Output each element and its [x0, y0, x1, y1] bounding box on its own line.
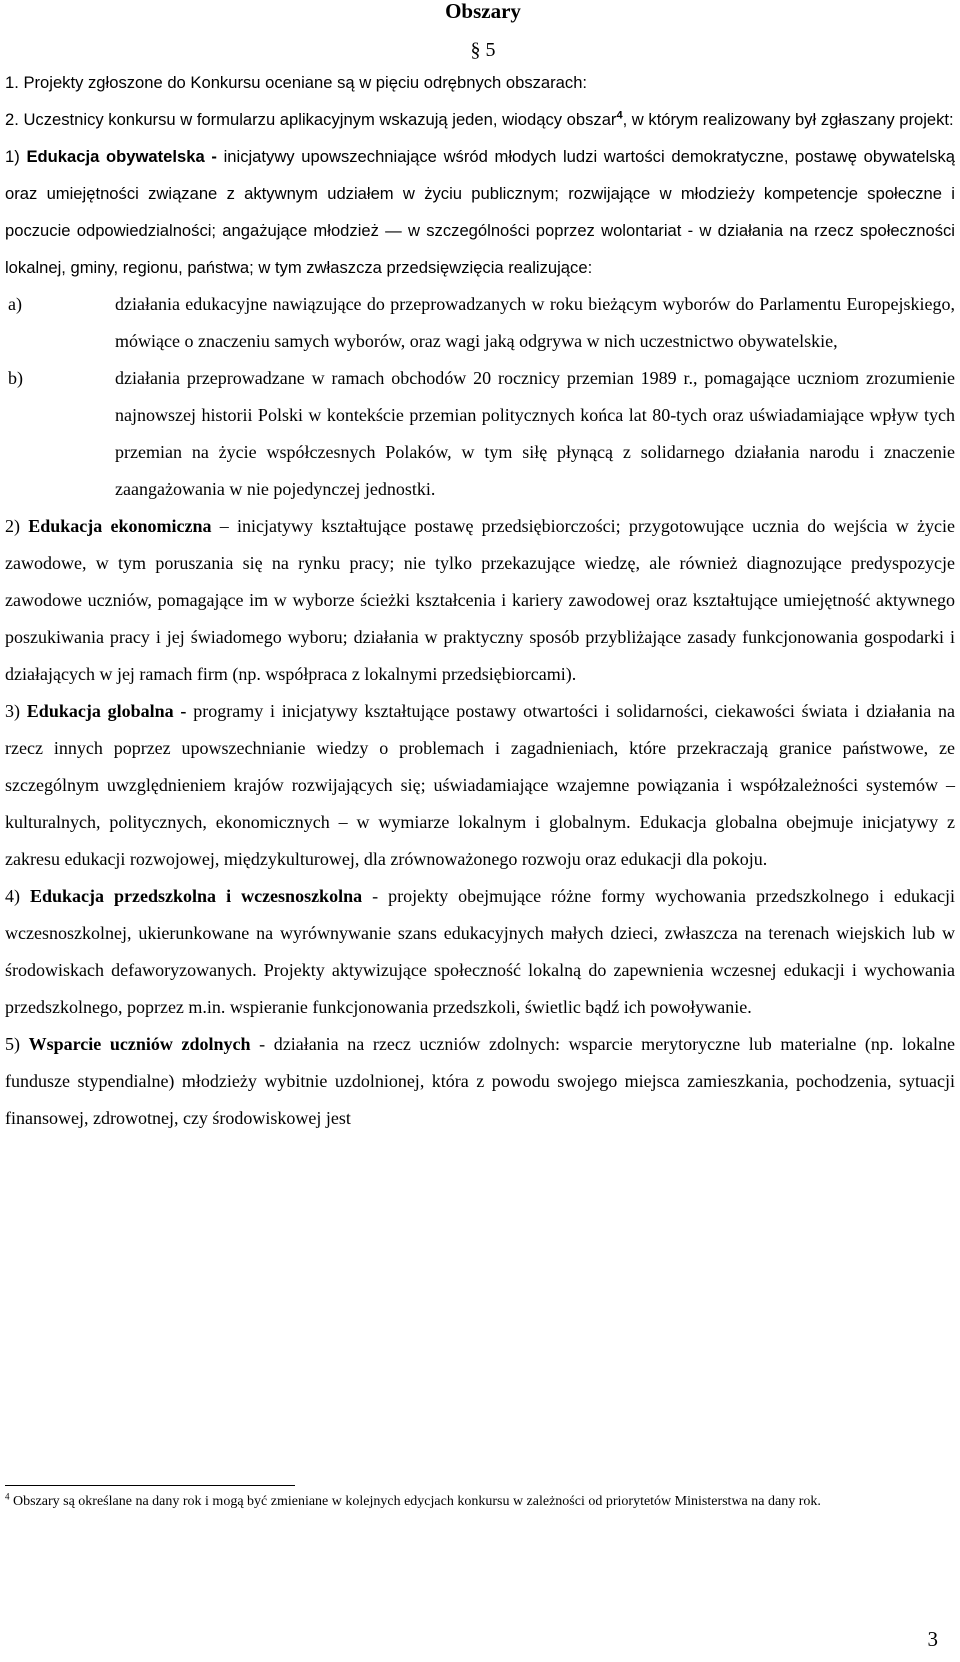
item-a-text: działania edukacyjne nawiązujące do przeprowadzanych w roku bieżącym wyborów do Parlamentu Europejskiego, mówiące o znaczeniu samych wyborów, oraz wagi jaką odgrywa w nich uczestnictwo obywatelskie,	[115, 294, 955, 351]
item-b-text: działania przeprowadzane w ramach obchodów 20 rocznicy przemian 1989 r., pomagające uczniom zrozumienie najnowszej historii Polski w kontekście przemian politycznych końca lat 80-tych oraz uświadamiające wpływ tych przemian na życie współczesnych Polaków, w tym siłę płynącą z solidarnego działania narodu i znaczenie zaangażowania w nie pojedynczej jednostki.	[115, 368, 955, 499]
area-2	[5, 508, 955, 693]
footnote-text: Obszary są określane na dany rok i mogą być zmieniane w kolejnych edycjach konkursu w zależności od priorytetów Ministerstwa na dany rok.	[9, 1494, 821, 1509]
section-number: § 5	[470, 39, 496, 61]
area-4	[5, 878, 955, 1026]
area-1-name: Edukacja obywatelska -	[26, 147, 217, 166]
area-3-number: 3)	[5, 701, 27, 721]
area-1-number: 1)	[5, 147, 27, 166]
area-1-description: inicjatywy upowszechniające wśród młodych ludzi wartości demokratyczne, postawę obywatelską oraz umiejętności związane z aktywnym udziałem w życiu publicznym; rozwijające w młodzieży kompetencje społeczne i poczucie odpowiedzialności; angażujące młodzież — w szczególności poprzez wolontariat - w działania na rzecz społeczności lokalnej, gminy, regionu, państwa; w tym zwłaszcza przedsięwzięcia realizujące:	[5, 147, 955, 277]
paragraph-1: 1. Projekty zgłoszone do Konkursu oceniane są w pięciu odrębnych obszarach:	[5, 73, 588, 92]
area-1	[5, 138, 955, 286]
area-3-description: programy i inicjatywy kształtujące postawy otwartości i solidarności, ciekawości świata i działania na rzecz innych poprzez upowszechnianie wiedzy o problemach i zagadnieniach, które przekraczają granice państwowe, ze szczególnym uwzględnieniem krajów rozwijających się; uświadamiające wzajemne powiązania i współzależności systemów – kulturalnych, politycznych, ekonomicznych – w wymiarze lokalnym i globalnym. Edukacja globalna obejmuje inicjatywy z zakresu edukacji rozwojowej, międzykulturowej, dla zrównoważonego rozwoju oraz edukacji dla pokoju.	[5, 701, 955, 869]
page-number: 3	[927, 1627, 938, 1651]
area-1-item-a	[8, 286, 955, 360]
paragraph-2-text: 2. Uczestnicy konkursu w formularzu aplikacyjnym wskazują jeden, wiodący obszar	[5, 110, 617, 129]
area-1-item-b	[8, 360, 955, 508]
area-3	[5, 693, 955, 878]
area-5	[5, 1026, 955, 1137]
footnote-marker: 4	[5, 1491, 10, 1502]
area-5-description: - działania na rzecz uczniów zdolnych: wsparcie merytoryczne lub materialne (np. lokalne fundusze stypendialne) młodzieży wybitnie uzdolnionej, która z powodu swojego miejsca zamieszkania, pochodzenia, sytuacji finansowej, zdrowotnej, czy środowiskowej jest	[5, 1034, 955, 1128]
area-2-description: – inicjatywy kształtujące postawę przedsiębiorczości; przygotowujące ucznia do wejścia w życie zawodowe, w tym poruszania się na rynku pracy; nie tylko przekazujące wiedzę, ale również diagnozujące predyspozycje zawodowe uczniów, pomagające im w wyborze ścieżki kształcenia i kariery zawodowej oraz kształtujące umiejętność aktywnego poszukiwania pracy i jej świadomego wyboru; działania w praktyczny sposób przybliżające zasady funkcjonowania gospodarki i działających w jej ramach firm (np. współpraca z lokalnymi przedsiębiorcami).	[5, 516, 955, 684]
area-3-name: Edukacja globalna -	[26, 701, 187, 721]
body-text	[5, 64, 955, 1137]
page-title: Obszary	[445, 0, 521, 23]
area-5-name: Wsparcie uczniów zdolnych	[28, 1034, 251, 1054]
footnote-ref: 4	[616, 109, 623, 122]
area-4-description: - projekty obejmujące różne formy wychowania przedszkolnego i edukacji wczesnoszkolnej, ukierunkowane na wyrównywanie szans edukacyjnych małych dzieci, zwłaszcza na terenach wiejskich lub w środowiskach defaworyzowanych. Projekty aktywizujące społeczność lokalną do zapewnienia wczesnej edukacji i wychowania przedszkolnego, poprzez m.in. wspieranie funkcjonowania przedszkoli, świetlic bądź ich powoływanie.	[5, 886, 956, 1017]
footnote	[5, 1492, 930, 1512]
area-2-name: Edukacja ekonomiczna	[28, 516, 212, 536]
item-b-label: b)	[8, 368, 23, 388]
paragraph-2	[5, 101, 955, 138]
area-2-number: 2)	[5, 516, 29, 536]
paragraph-2-tail: , w którym realizowany był zgłaszany projekt:	[622, 110, 954, 129]
area-4-number: 4)	[5, 886, 31, 906]
area-5-number: 5)	[5, 1034, 29, 1054]
footnote-divider	[5, 1485, 295, 1486]
area-4-name: Edukacja przedszkolna i wczesnoszkolna	[30, 886, 363, 906]
item-a-label: a)	[8, 294, 22, 314]
